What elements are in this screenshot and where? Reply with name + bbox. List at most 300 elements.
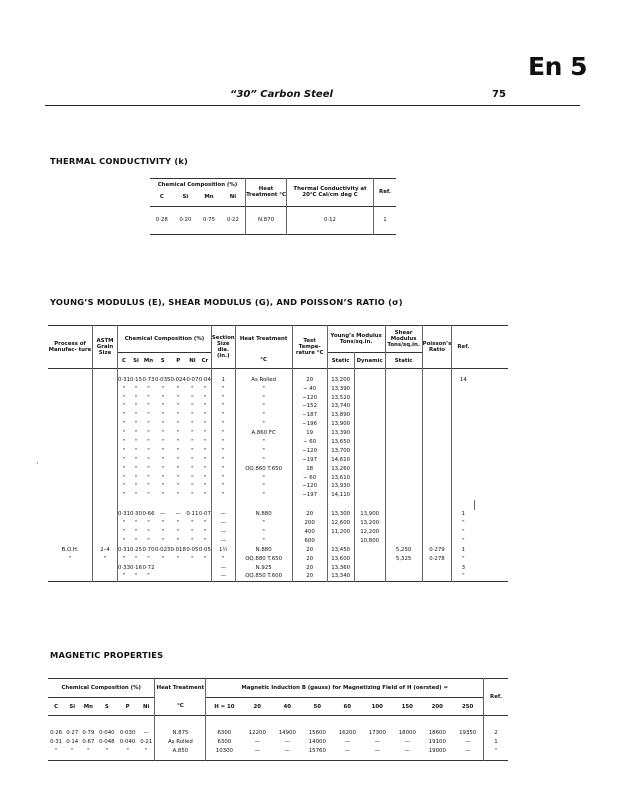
table-cell: −120 (292, 447, 327, 456)
table-cell: 1 (461, 511, 466, 518)
table-cell: " (191, 385, 194, 392)
table-cell: " (176, 412, 180, 419)
table-cell (48, 537, 93, 546)
young-hdr-temp: Test Tempe- rature °C (292, 326, 327, 369)
table-cell: 20 (292, 563, 327, 572)
table-cell: " (122, 456, 126, 463)
table-cell: — (284, 738, 290, 745)
table-cell: " (161, 439, 164, 446)
table-cell (48, 482, 93, 491)
table-cell: " (134, 474, 138, 481)
table-cell: " (134, 447, 138, 454)
mag-hdr-el: Ni (138, 698, 155, 716)
table-cell: " (122, 492, 126, 499)
table-cell: 6300 (217, 730, 232, 736)
table-cell: " (235, 519, 292, 528)
table-cell: — (160, 511, 166, 518)
table-cell: 0·040 (99, 730, 115, 736)
table-cell (93, 482, 118, 491)
table-cell: " (211, 402, 235, 411)
table-cell: — (452, 747, 483, 761)
table-cell (422, 537, 452, 546)
young-hdr-shear-static: Static (385, 353, 422, 369)
table-cell: 0·11 (186, 511, 199, 518)
table-cell: " (211, 385, 235, 394)
table-cell: " (191, 474, 194, 481)
table-cell: " (462, 555, 465, 562)
table-cell (354, 447, 385, 456)
table-cell: " (462, 573, 465, 580)
table-cell: 0·21 (138, 738, 155, 747)
table-cell (354, 555, 385, 564)
table-cell: " (191, 447, 194, 454)
table-cell: 0·14 (66, 738, 79, 745)
young-hdr-el: S (155, 353, 170, 369)
table-cell (452, 420, 475, 429)
table-cell: 3 (461, 564, 466, 571)
table-cell (452, 385, 475, 394)
table-cell (422, 456, 452, 465)
table-cell (155, 500, 170, 510)
table-cell: 0·31 (118, 377, 131, 383)
table-row (48, 447, 508, 456)
table-cell (385, 510, 422, 519)
table-cell (235, 500, 292, 510)
table-cell: " (134, 385, 138, 392)
table-cell: 200 (292, 519, 327, 528)
table-cell: " (199, 438, 212, 447)
table-cell (422, 500, 452, 510)
table-cell: 0·278 (422, 555, 452, 564)
table-cell: " (191, 430, 194, 437)
table-cell (186, 500, 199, 510)
table-cell: " (147, 465, 150, 472)
table-cell (422, 438, 452, 447)
table-cell: 1½ (211, 546, 235, 555)
table-cell: 0·048 (99, 738, 115, 745)
table-cell: 0·05 (198, 546, 211, 553)
table-cell (422, 429, 452, 438)
table-cell: " (122, 555, 126, 562)
table-cell: 0·67 (82, 738, 95, 745)
table-cell: " (122, 520, 126, 527)
table-cell (452, 447, 475, 456)
table-cell (48, 510, 93, 519)
table-cell: " (176, 537, 180, 544)
mag-hdr-comp: Chemical Composition (%) (48, 679, 155, 698)
table-cell: As Rolled (155, 738, 206, 747)
table-cell: " (122, 483, 126, 490)
table-cell: 13,360 (327, 563, 354, 572)
table-cell: " (462, 537, 465, 544)
table-cell: — (374, 747, 380, 754)
table-cell (422, 519, 452, 528)
table-cell: 12200 (248, 730, 266, 736)
table-cell: 0·05 (186, 546, 199, 553)
table-cell: " (147, 447, 150, 454)
table-cell: 13,260 (327, 465, 354, 474)
table-cell (93, 500, 118, 510)
table-cell: " (199, 555, 212, 564)
table-cell (48, 429, 93, 438)
table-cell (354, 465, 385, 474)
table-cell (354, 500, 385, 510)
table-cell: 16200 (338, 730, 356, 736)
table-cell (354, 491, 385, 500)
table-cell: 0·279 (422, 546, 452, 555)
table-cell (48, 491, 93, 500)
table-cell (385, 528, 422, 537)
table-cell (211, 500, 235, 510)
table-cell: − 60 (292, 438, 327, 447)
table-cell (93, 402, 118, 411)
thermal-hdr-el: Ni (221, 188, 246, 206)
table-cell (93, 447, 118, 456)
table-cell (48, 519, 93, 528)
table-cell: " (211, 447, 235, 456)
table-cell (93, 393, 118, 402)
table-cell: " (199, 402, 212, 411)
table-cell: " (147, 385, 150, 392)
table-cell (48, 465, 93, 474)
table-cell (452, 491, 475, 500)
table-cell: " (122, 385, 126, 392)
table-cell: " (147, 421, 150, 428)
table-cell: " (122, 394, 126, 401)
table-cell: " (191, 412, 194, 419)
table-cell: 20 (292, 555, 327, 564)
table-cell: " (199, 429, 212, 438)
table-cell: 13,200 (354, 519, 385, 528)
table-cell: — (254, 738, 260, 745)
table-cell: 20 (292, 369, 327, 385)
table-row (48, 572, 508, 581)
table-cell: 15760 (308, 747, 326, 754)
table-cell (385, 402, 422, 411)
table-cell: — (404, 747, 410, 754)
table-row (48, 473, 508, 482)
table-cell (385, 393, 422, 402)
table-cell: " (235, 420, 292, 429)
table-cell: " (134, 555, 138, 562)
table-row (48, 420, 508, 429)
thermal-section-title: THERMAL CONDUCTIVITY (k) (50, 156, 189, 166)
table-cell (93, 528, 118, 537)
table-cell: " (191, 492, 194, 499)
table-cell: 400 (292, 528, 327, 537)
table-cell: 0·26 (50, 730, 63, 736)
table-cell: " (87, 747, 90, 754)
table-cell: " (211, 393, 235, 402)
table-cell: A.850 (155, 747, 206, 761)
table-cell (422, 385, 452, 394)
table-cell: " (199, 411, 212, 420)
table-cell: OQ.850 T.600 (235, 572, 292, 581)
table-cell: " (161, 483, 164, 490)
thermal-cell: 1 (383, 216, 387, 223)
table-cell: " (134, 520, 138, 527)
thermal-hdr-heat: Heat Treatment °C (246, 179, 287, 207)
table-cell: 13,650 (327, 438, 354, 447)
table-cell: " (134, 439, 138, 446)
table-cell: 0·030 (119, 730, 136, 736)
table-cell (354, 438, 385, 447)
table-row (48, 402, 508, 411)
table-cell (170, 572, 185, 581)
mag-hdr-h: 50 (302, 698, 332, 716)
table-cell (155, 563, 170, 572)
stray-mark: · (36, 459, 39, 468)
table-cell (48, 563, 93, 572)
table-cell (93, 491, 118, 500)
table-cell: " (134, 537, 138, 544)
table-cell: " (134, 573, 138, 580)
table-cell: — (344, 747, 350, 754)
table-cell: " (122, 537, 126, 544)
table-cell: " (122, 421, 126, 428)
table-cell: " (147, 537, 150, 544)
table-cell: " (122, 430, 126, 437)
table-cell: — (452, 738, 483, 747)
magnetic-table (48, 678, 508, 761)
table-cell: " (122, 447, 126, 454)
table-cell: " (147, 529, 150, 536)
table-cell: " (147, 483, 150, 490)
thermal-hdr-el: C (159, 193, 164, 200)
table-cell: " (191, 421, 194, 428)
table-cell (170, 563, 185, 572)
table-row (48, 563, 508, 572)
table-cell (93, 429, 118, 438)
header-rule (45, 105, 580, 106)
table-cell (354, 572, 385, 581)
table-cell: " (211, 473, 235, 482)
table-cell: OQ.860 T.650 (235, 465, 292, 474)
table-cell: 13,900 (354, 510, 385, 519)
table-cell: 0·79 (82, 730, 95, 736)
young-hdr-el: C (118, 353, 131, 369)
table-cell: " (122, 573, 126, 580)
table-cell: 19000 (428, 747, 446, 754)
table-cell: 14,610 (327, 456, 354, 465)
table-cell: −120 (292, 393, 327, 402)
table-cell: 13,520 (327, 393, 354, 402)
table-cell: 13,600 (327, 555, 354, 564)
mag-hdr-h: 200 (422, 698, 452, 716)
table-cell: " (147, 412, 150, 419)
table-cell: 19350 (452, 716, 483, 738)
table-cell: " (235, 385, 292, 394)
table-cell: " (176, 385, 180, 392)
table-cell (422, 563, 452, 572)
table-cell: " (161, 520, 164, 527)
mag-hdr-h: 250 (452, 698, 483, 716)
table-cell: " (147, 430, 150, 437)
table-cell: − 40 (292, 385, 327, 394)
young-hdr-comp: Chemical Composition (%) (118, 326, 212, 353)
table-cell: 13,200 (327, 369, 354, 385)
table-cell: — (175, 511, 181, 518)
table-cell (422, 411, 452, 420)
table-cell (474, 500, 508, 510)
table-cell (354, 411, 385, 420)
table-cell: " (199, 491, 212, 500)
table-cell: 0·15 (130, 377, 143, 383)
table-cell (93, 420, 118, 429)
table-cell: " (199, 393, 212, 402)
table-cell (93, 438, 118, 447)
table-cell: " (199, 447, 212, 456)
table-cell: — (211, 572, 235, 581)
table-cell: 13,300 (327, 510, 354, 519)
table-cell: " (147, 394, 150, 401)
table-cell: 13,890 (327, 411, 354, 420)
table-cell (48, 411, 93, 420)
table-cell (199, 572, 212, 581)
table-cell (452, 429, 475, 438)
table-cell: " (134, 421, 138, 428)
table-cell (422, 510, 452, 519)
table-cell: " (211, 456, 235, 465)
table-cell (422, 393, 452, 402)
grade-title: En 5 (528, 52, 587, 81)
mag-hdr-h: H = 10 (206, 698, 242, 716)
table-cell: " (176, 403, 180, 410)
table-cell (130, 500, 142, 510)
table-cell: " (211, 429, 235, 438)
table-cell: 1 (461, 546, 466, 553)
table-cell (354, 385, 385, 394)
table-cell: " (211, 482, 235, 491)
mag-hdr-el: C (48, 698, 64, 716)
table-cell (385, 572, 422, 581)
table-cell: " (147, 439, 150, 446)
table-row (48, 510, 508, 519)
table-cell: 0·31 (50, 738, 63, 745)
thermal-hdr-el: Si (182, 193, 189, 200)
table-cell: 13,900 (327, 420, 354, 429)
table-cell: 0·04 (199, 369, 212, 385)
table-cell (186, 563, 199, 572)
table-cell: " (176, 483, 180, 490)
table-cell: " (134, 394, 138, 401)
table-cell: " (54, 747, 58, 754)
young-hdr-el: Ni (186, 353, 199, 369)
table-cell: 1 (211, 369, 235, 385)
table-cell: " (161, 537, 164, 544)
table-row (48, 393, 508, 402)
table-row (48, 747, 508, 761)
table-cell (385, 519, 422, 528)
young-section-title: YOUNG’S MODULUS (E), SHEAR MODULUS (G), AND POISSON’S RATIO (σ) (50, 297, 403, 307)
young-hdr-heat-unit: °C (235, 353, 292, 369)
table-cell (93, 369, 118, 385)
table-cell: A.860 FC (235, 429, 292, 438)
table-row (48, 528, 508, 537)
table-row (48, 519, 508, 528)
table-cell: " (235, 456, 292, 465)
table-cell: " (494, 747, 498, 754)
table-cell: 0·040 (119, 738, 136, 745)
table-cell: 1 (494, 738, 498, 745)
table-cell: N.880 (235, 546, 292, 555)
table-cell (422, 369, 452, 385)
table-cell (385, 473, 422, 482)
table-cell: 0·73 (142, 377, 155, 383)
table-cell (354, 546, 385, 555)
table-cell: — (404, 738, 410, 745)
table-cell: " (199, 473, 212, 482)
table-cell: 0·70 (142, 546, 155, 553)
thermal-cell: N.870 (246, 206, 287, 234)
young-table (48, 325, 508, 582)
table-cell: — (344, 738, 350, 745)
table-cell (93, 465, 118, 474)
table-row (48, 482, 508, 491)
table-cell: 2 (494, 730, 498, 736)
table-cell: " (161, 456, 164, 463)
table-cell: " (235, 411, 292, 420)
table-cell: 12,200 (354, 528, 385, 537)
table-cell: " (176, 465, 180, 472)
table-cell: " (161, 394, 164, 401)
table-cell: 600 (292, 537, 327, 546)
table-cell: " (235, 393, 292, 402)
table-cell (155, 572, 170, 581)
table-cell: " (235, 438, 292, 447)
table-cell: " (161, 529, 164, 536)
page-number: 75 (492, 89, 506, 100)
table-cell: 13,390 (327, 385, 354, 394)
table-cell: — (254, 747, 260, 754)
table-cell: 0·66 (142, 511, 155, 518)
table-cell: 0·27 (66, 730, 79, 736)
table-cell: " (176, 474, 180, 481)
table-cell: 13,450 (327, 546, 354, 555)
table-cell (354, 563, 385, 572)
table-cell: − 60 (292, 473, 327, 482)
table-row (48, 716, 508, 738)
table-cell: " (191, 439, 194, 446)
magnetic-section-title: MAGNETIC PROPERTIES (50, 650, 164, 660)
table-cell: " (161, 385, 164, 392)
table-row (48, 411, 508, 420)
table-row (48, 429, 508, 438)
table-cell: 20 (292, 546, 327, 555)
table-cell: " (462, 529, 465, 536)
mag-hdr-h: 60 (332, 698, 362, 716)
young-hdr-young: Young’s Modulus Tons/sq.in. (327, 326, 385, 353)
table-cell: 12,600 (327, 519, 354, 528)
young-hdr-el: Cr (199, 353, 212, 369)
table-cell: 14,110 (327, 491, 354, 500)
table-cell: " (161, 447, 164, 454)
table-cell (199, 563, 212, 572)
table-cell: −152 (292, 402, 327, 411)
table-row (48, 438, 508, 447)
table-cell: " (176, 394, 180, 401)
table-cell: " (191, 537, 194, 544)
table-cell (422, 572, 452, 581)
table-cell: 13,930 (327, 482, 354, 491)
young-hdr-process: Process of Manufac- ture (48, 326, 93, 369)
table-cell (354, 429, 385, 438)
table-cell: " (176, 430, 180, 437)
young-hdr-el: Mn (142, 353, 155, 369)
table-cell: 5,250 (385, 546, 422, 555)
table-cell: 6300 (217, 738, 232, 745)
table-cell: 13,340 (327, 572, 354, 581)
